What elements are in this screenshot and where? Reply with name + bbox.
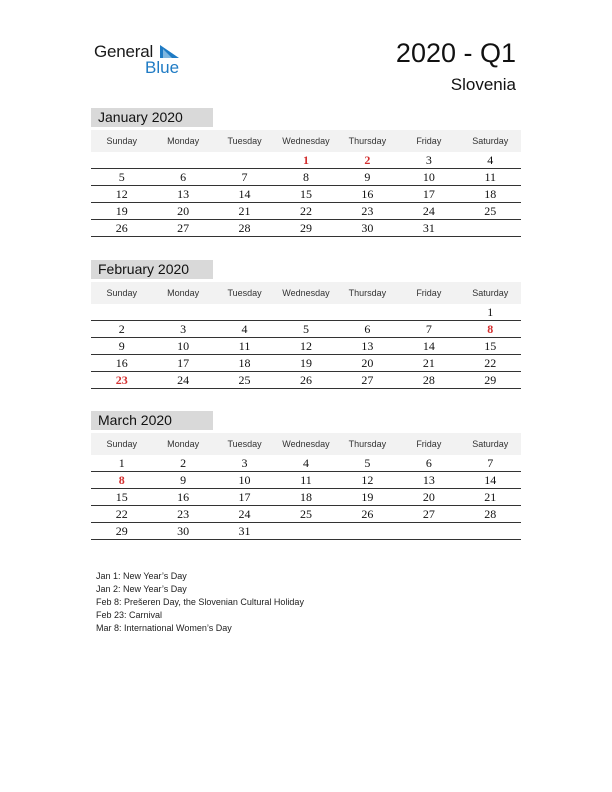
weekday-tuesday: Tuesday: [227, 288, 262, 298]
day-cell: 27: [361, 373, 374, 387]
day-cell: 3: [241, 456, 248, 470]
holiday-note: Jan 2: New Year’s Day: [96, 584, 187, 594]
day-cell: 30: [361, 221, 374, 235]
day-cell: 29: [115, 524, 128, 538]
day-cell: 21: [422, 356, 435, 370]
day-cell: 15: [484, 339, 497, 353]
day-cell: 18: [238, 356, 251, 370]
weekday-friday: Friday: [416, 136, 442, 146]
day-cell: 11: [238, 339, 251, 353]
day-cell: 14: [238, 187, 251, 201]
day-cell: 28: [484, 507, 497, 521]
weekday-friday: Friday: [416, 439, 442, 449]
week-row: [91, 203, 521, 220]
day-cell: 16: [361, 187, 374, 201]
day-cell: 20: [177, 204, 190, 218]
weekday-thursday: Thursday: [348, 136, 387, 146]
week-rows: [91, 152, 521, 237]
holiday-day-cell: 8: [487, 322, 494, 336]
weekday-saturday: Saturday: [472, 439, 509, 449]
empty-day-cell: [152, 304, 213, 320]
weekday-sunday: Sunday: [106, 439, 137, 449]
page-title: 2020 - Q1: [395, 38, 516, 68]
month-february: [91, 260, 521, 389]
weekday-saturday: Saturday: [472, 136, 509, 146]
week-row: [91, 489, 521, 506]
weekday-thursday: Thursday: [348, 288, 387, 298]
day-cell: 28: [422, 373, 435, 387]
day-cell: 12: [361, 473, 374, 487]
day-cell: 11: [300, 473, 312, 487]
day-cell: 20: [422, 490, 435, 504]
day-cell: 13: [361, 339, 374, 353]
day-cell: 31: [422, 221, 435, 235]
holiday-day-cell: 23: [115, 373, 128, 387]
weekday-wednesday: Wednesday: [282, 136, 330, 146]
week-row: [91, 355, 521, 372]
holiday-day-cell: 2: [364, 153, 371, 167]
day-cell: 25: [484, 204, 497, 218]
day-cell: 3: [180, 322, 187, 336]
day-cell: 3: [425, 153, 432, 167]
day-cell: 14: [484, 473, 497, 487]
day-cell: 10: [238, 473, 251, 487]
week-rows: [91, 304, 521, 389]
day-cell: 24: [238, 507, 251, 521]
day-cell: 26: [361, 507, 374, 521]
month-header: January 2020: [91, 108, 213, 127]
day-cell: 2: [180, 456, 187, 470]
empty-day-cell: [337, 304, 398, 320]
day-cell: 23: [361, 204, 374, 218]
weekday-wednesday: Wednesday: [282, 439, 330, 449]
month-header: February 2020: [91, 260, 213, 279]
day-cell: 10: [422, 170, 435, 184]
empty-day-cell: [398, 304, 459, 320]
day-cell: 5: [302, 322, 309, 336]
weekday-wednesday: Wednesday: [282, 288, 330, 298]
day-cell: 17: [238, 490, 251, 504]
empty-day-cell: [91, 152, 152, 168]
day-cell: 21: [238, 204, 251, 218]
day-cell: 22: [484, 356, 497, 370]
empty-day-cell: [152, 152, 213, 168]
day-cell: 7: [241, 170, 248, 184]
holiday-day-cell: 8: [118, 473, 125, 487]
weekday-tuesday: Tuesday: [227, 136, 262, 146]
day-cell: 11: [484, 170, 497, 184]
weekday-friday: Friday: [416, 288, 442, 298]
day-cell: 14: [422, 339, 435, 353]
week-row: [91, 455, 521, 472]
week-row: [91, 169, 521, 186]
week-row: [91, 338, 521, 355]
week-row: [91, 186, 521, 203]
day-cell: 29: [299, 221, 312, 235]
empty-day-cell: [337, 523, 398, 539]
day-cell: 12: [299, 339, 312, 353]
day-cell: 24: [422, 204, 435, 218]
holiday-notes: [96, 570, 304, 635]
logo-blue-text: Blue: [145, 58, 180, 77]
day-cell: 19: [115, 204, 128, 218]
week-rows: [91, 455, 521, 540]
day-cell: 7: [425, 322, 432, 336]
empty-day-cell: [214, 304, 275, 320]
week-row: [91, 220, 521, 237]
day-cell: 9: [118, 339, 125, 353]
weekday-row: [91, 433, 521, 455]
week-row: [91, 506, 521, 523]
week-row: [91, 321, 521, 338]
day-cell: 16: [177, 490, 190, 504]
week-row: [91, 523, 521, 540]
day-cell: 24: [177, 373, 190, 387]
day-cell: 6: [425, 456, 432, 470]
weekday-row: [91, 130, 521, 152]
empty-day-cell: [214, 152, 275, 168]
day-cell: 6: [364, 322, 371, 336]
day-cell: 27: [422, 507, 435, 521]
weekday-sunday: Sunday: [106, 288, 137, 298]
country-name: Slovenia: [450, 75, 516, 94]
empty-day-cell: [275, 304, 336, 320]
day-cell: 4: [487, 153, 494, 167]
day-cell: 16: [115, 356, 128, 370]
day-cell: 7: [487, 456, 494, 470]
day-cell: 26: [115, 221, 128, 235]
holiday-note: Jan 1: New Year’s Day: [96, 571, 187, 581]
day-cell: 25: [299, 507, 312, 521]
day-cell: 21: [484, 490, 497, 504]
day-cell: 5: [364, 456, 371, 470]
logo-general-text: General: [94, 42, 154, 61]
day-cell: 9: [180, 473, 187, 487]
empty-day-cell: [398, 523, 459, 539]
weekday-monday: Monday: [167, 439, 200, 449]
day-cell: 13: [177, 187, 190, 201]
day-cell: 17: [177, 356, 190, 370]
day-cell: 18: [484, 187, 497, 201]
day-cell: 30: [177, 524, 190, 538]
day-cell: 19: [299, 356, 312, 370]
day-cell: 1: [487, 305, 494, 319]
weekday-sunday: Sunday: [106, 136, 137, 146]
day-cell: 12: [115, 187, 128, 201]
day-cell: 31: [238, 524, 251, 538]
day-cell: 28: [238, 221, 251, 235]
day-cell: 2: [118, 322, 125, 336]
logo-flag-icon: [160, 45, 180, 59]
day-cell: 15: [299, 187, 312, 201]
empty-day-cell: [91, 304, 152, 320]
month-header: March 2020: [91, 411, 213, 430]
logo: [94, 42, 194, 78]
day-cell: 29: [484, 373, 497, 387]
day-cell: 18: [299, 490, 312, 504]
holiday-note: Mar 8: International Women’s Day: [96, 623, 232, 633]
day-cell: 25: [238, 373, 251, 387]
day-cell: 26: [299, 373, 312, 387]
month-march: [91, 411, 521, 540]
holiday-day-cell: 1: [302, 153, 309, 167]
day-cell: 8: [302, 170, 309, 184]
empty-day-cell: [460, 523, 521, 539]
day-cell: 22: [299, 204, 312, 218]
day-cell: 17: [422, 187, 435, 201]
weekday-thursday: Thursday: [348, 439, 387, 449]
day-cell: 22: [115, 507, 128, 521]
weekday-row: [91, 282, 521, 304]
day-cell: 20: [361, 356, 374, 370]
day-cell: 13: [422, 473, 435, 487]
holiday-note: Feb 8: Prešeren Day, the Slovenian Cultural Holiday: [96, 597, 304, 607]
weekday-tuesday: Tuesday: [227, 439, 262, 449]
day-cell: 4: [241, 322, 248, 336]
weekday-monday: Monday: [167, 288, 200, 298]
week-row: [91, 152, 521, 169]
day-cell: 10: [177, 339, 190, 353]
day-cell: 27: [177, 221, 190, 235]
day-cell: 19: [361, 490, 374, 504]
weekday-monday: Monday: [167, 136, 200, 146]
day-cell: 6: [180, 170, 187, 184]
day-cell: 9: [364, 170, 371, 184]
weekday-saturday: Saturday: [472, 288, 509, 298]
empty-day-cell: [275, 523, 336, 539]
day-cell: 1: [118, 456, 125, 470]
week-row: [91, 304, 521, 321]
holiday-note: Feb 23: Carnival: [96, 610, 163, 620]
empty-day-cell: [460, 220, 521, 236]
week-row: [91, 372, 521, 389]
day-cell: 15: [115, 490, 128, 504]
month-january: [91, 108, 521, 237]
day-cell: 4: [302, 456, 309, 470]
day-cell: 23: [177, 507, 190, 521]
week-row: [91, 472, 521, 489]
day-cell: 5: [118, 170, 125, 184]
